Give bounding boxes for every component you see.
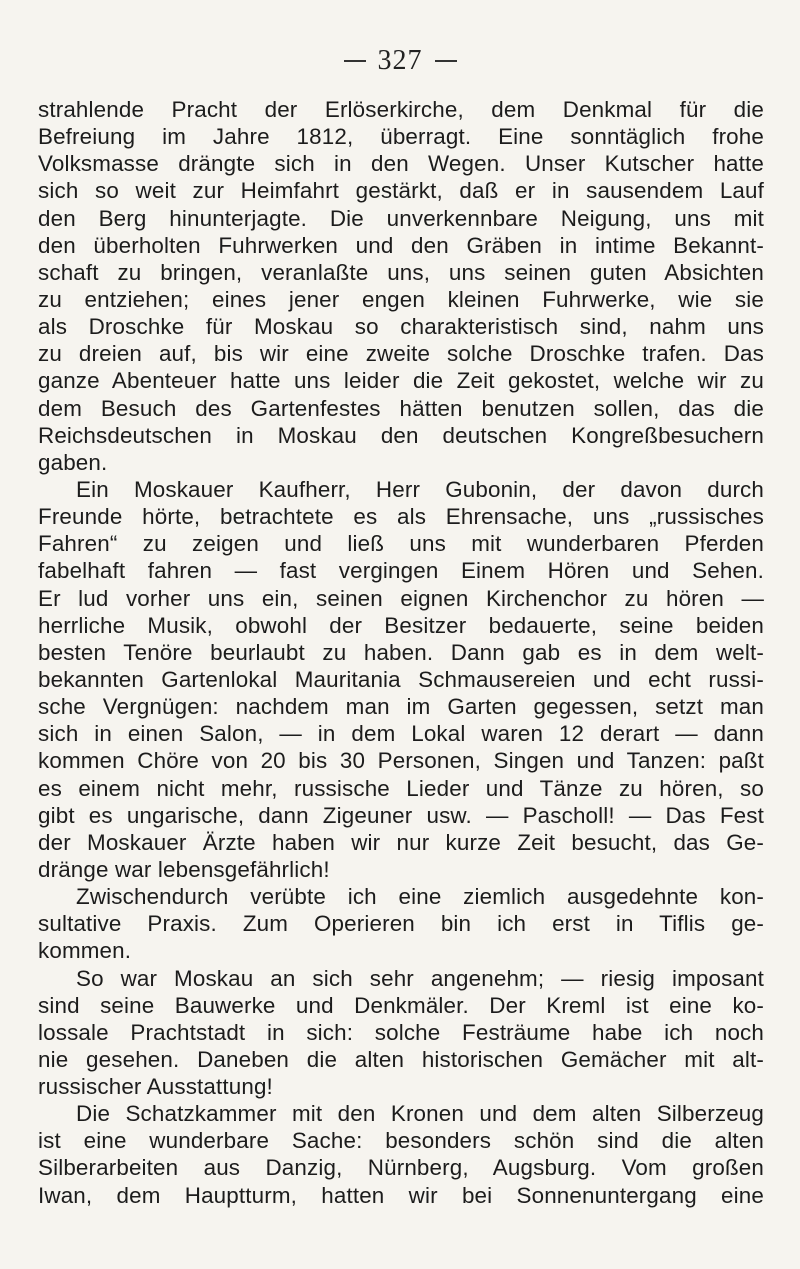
text-line: Freunde hörte, betrachtete es als Ehrensache, uns „russisches [38,504,764,530]
text-line: zu dreien auf, bis wir eine zweite solche Droschke trafen. Das [38,341,764,367]
text-line: sche Vergnügen: nachdem man im Garten gegessen, setzt man [38,694,764,720]
text-line: fabelhaft fahren — fast vergingen Einem Hören und Sehen. [38,558,764,584]
text-line: So war Moskau an sich sehr angenehm; — riesig imposant [76,965,764,991]
text-line: lossale Prachtstadt in sich: solche Festräume habe ich noch [38,1019,764,1045]
header-dash-right [435,60,457,62]
text-line: sich so weit zur Heimfahrt gestärkt, daß er in sausendem Lauf [38,178,764,204]
text-line: Fahren“ zu zeigen und ließ uns mit wunderbaren Pferden [38,531,764,557]
text-line: Zwischendurch verübte ich eine ziemlich ausgedehnte kon- [76,884,764,910]
text-line: gaben. [38,449,108,475]
text-line: Silberarbeiten aus Danzig, Nürnberg, Augsburg. Vom großen [38,1155,764,1181]
text-line: besten Tenöre beurlaubt zu haben. Dann gab es in dem welt- [38,639,764,665]
body-text [38,96,764,1209]
text-line: sich in einen Salon, — in dem Lokal waren 12 derart — dann [38,721,764,747]
text-line: bekannten Gartenlokal Mauritania Schmausereien und echt russi- [38,666,764,692]
text-line: kommen. [38,938,132,964]
text-line: sultative Praxis. Zum Operieren bin ich erst in Tiflis ge- [38,911,764,937]
text-line: herrliche Musik, obwohl der Besitzer bedauerte, seine beiden [38,612,764,638]
page-header [0,44,800,78]
text-line: ganze Abenteuer hatte uns leider die Zeit gekostet, welche wir zu [38,368,764,394]
text-line: kommen Chöre von 20 bis 30 Personen, Singen und Tanzen: paßt [38,748,764,774]
text-line: Er lud vorher uns ein, seinen eignen Kirchenchor zu hören — [38,585,764,611]
text-line: ist eine wunderbare Sache: besonders schön sind die alten [38,1128,764,1154]
text-line: dränge war lebensgefährlich! [38,856,330,882]
text-line: der Moskauer Ärzte haben wir nur kurze Zeit besucht, das Ge- [38,829,764,855]
text-line: Reichsdeutschen in Moskau den deutschen Kongreßbesuchern [38,422,764,448]
text-line: nie gesehen. Daneben die alten historischen Gemächer mit alt- [38,1046,764,1072]
text-line: sind seine Bauwerke und Denkmäler. Der Kreml ist eine ko- [38,992,764,1018]
text-line: gibt es ungarische, dann Zigeuner usw. — Pascholl! — Das Fest [38,802,764,828]
text-line: Ein Moskauer Kaufherr, Herr Gubonin, der davon durch [76,476,764,502]
text-line: Befreiung im Jahre 1812, überragt. Eine sonntäglich frohe [38,124,764,150]
text-line: Die Schatzkammer mit den Kronen und dem alten Silberzeug [76,1101,764,1127]
page-number: 327 [377,45,423,76]
text-line: es einem nicht mehr, russische Lieder und Tänze zu hören, so [38,775,764,801]
text-line: strahlende Pracht der Erlöserkirche, dem Denkmal für die [38,97,764,122]
text-line: als Droschke für Moskau so charakteristisch sind, nahm uns [38,314,764,340]
header-dash-left [344,60,366,62]
text-line: dem Besuch des Gartenfestes hätten benutzen sollen, das die [38,395,764,421]
text-line: den Berg hinunterjagte. Die unverkennbare Neigung, uns mit [38,205,764,231]
text-line: zu entziehen; eines jener engen kleinen Fuhrwerke, wie sie [38,286,764,312]
text-line: Volksmasse drängte sich in den Wegen. Unser Kutscher hatte [38,151,764,177]
text-line: russischer Ausstattung! [38,1074,273,1100]
text-line: Iwan, dem Hauptturm, hatten wir bei Sonnenuntergang eine [38,1182,764,1208]
text-line: den überholten Fuhrwerken und den Gräben in intime Bekannt- [38,232,764,258]
text-line: schaft zu bringen, veranlaßte uns, uns seinen guten Absichten [38,259,764,285]
